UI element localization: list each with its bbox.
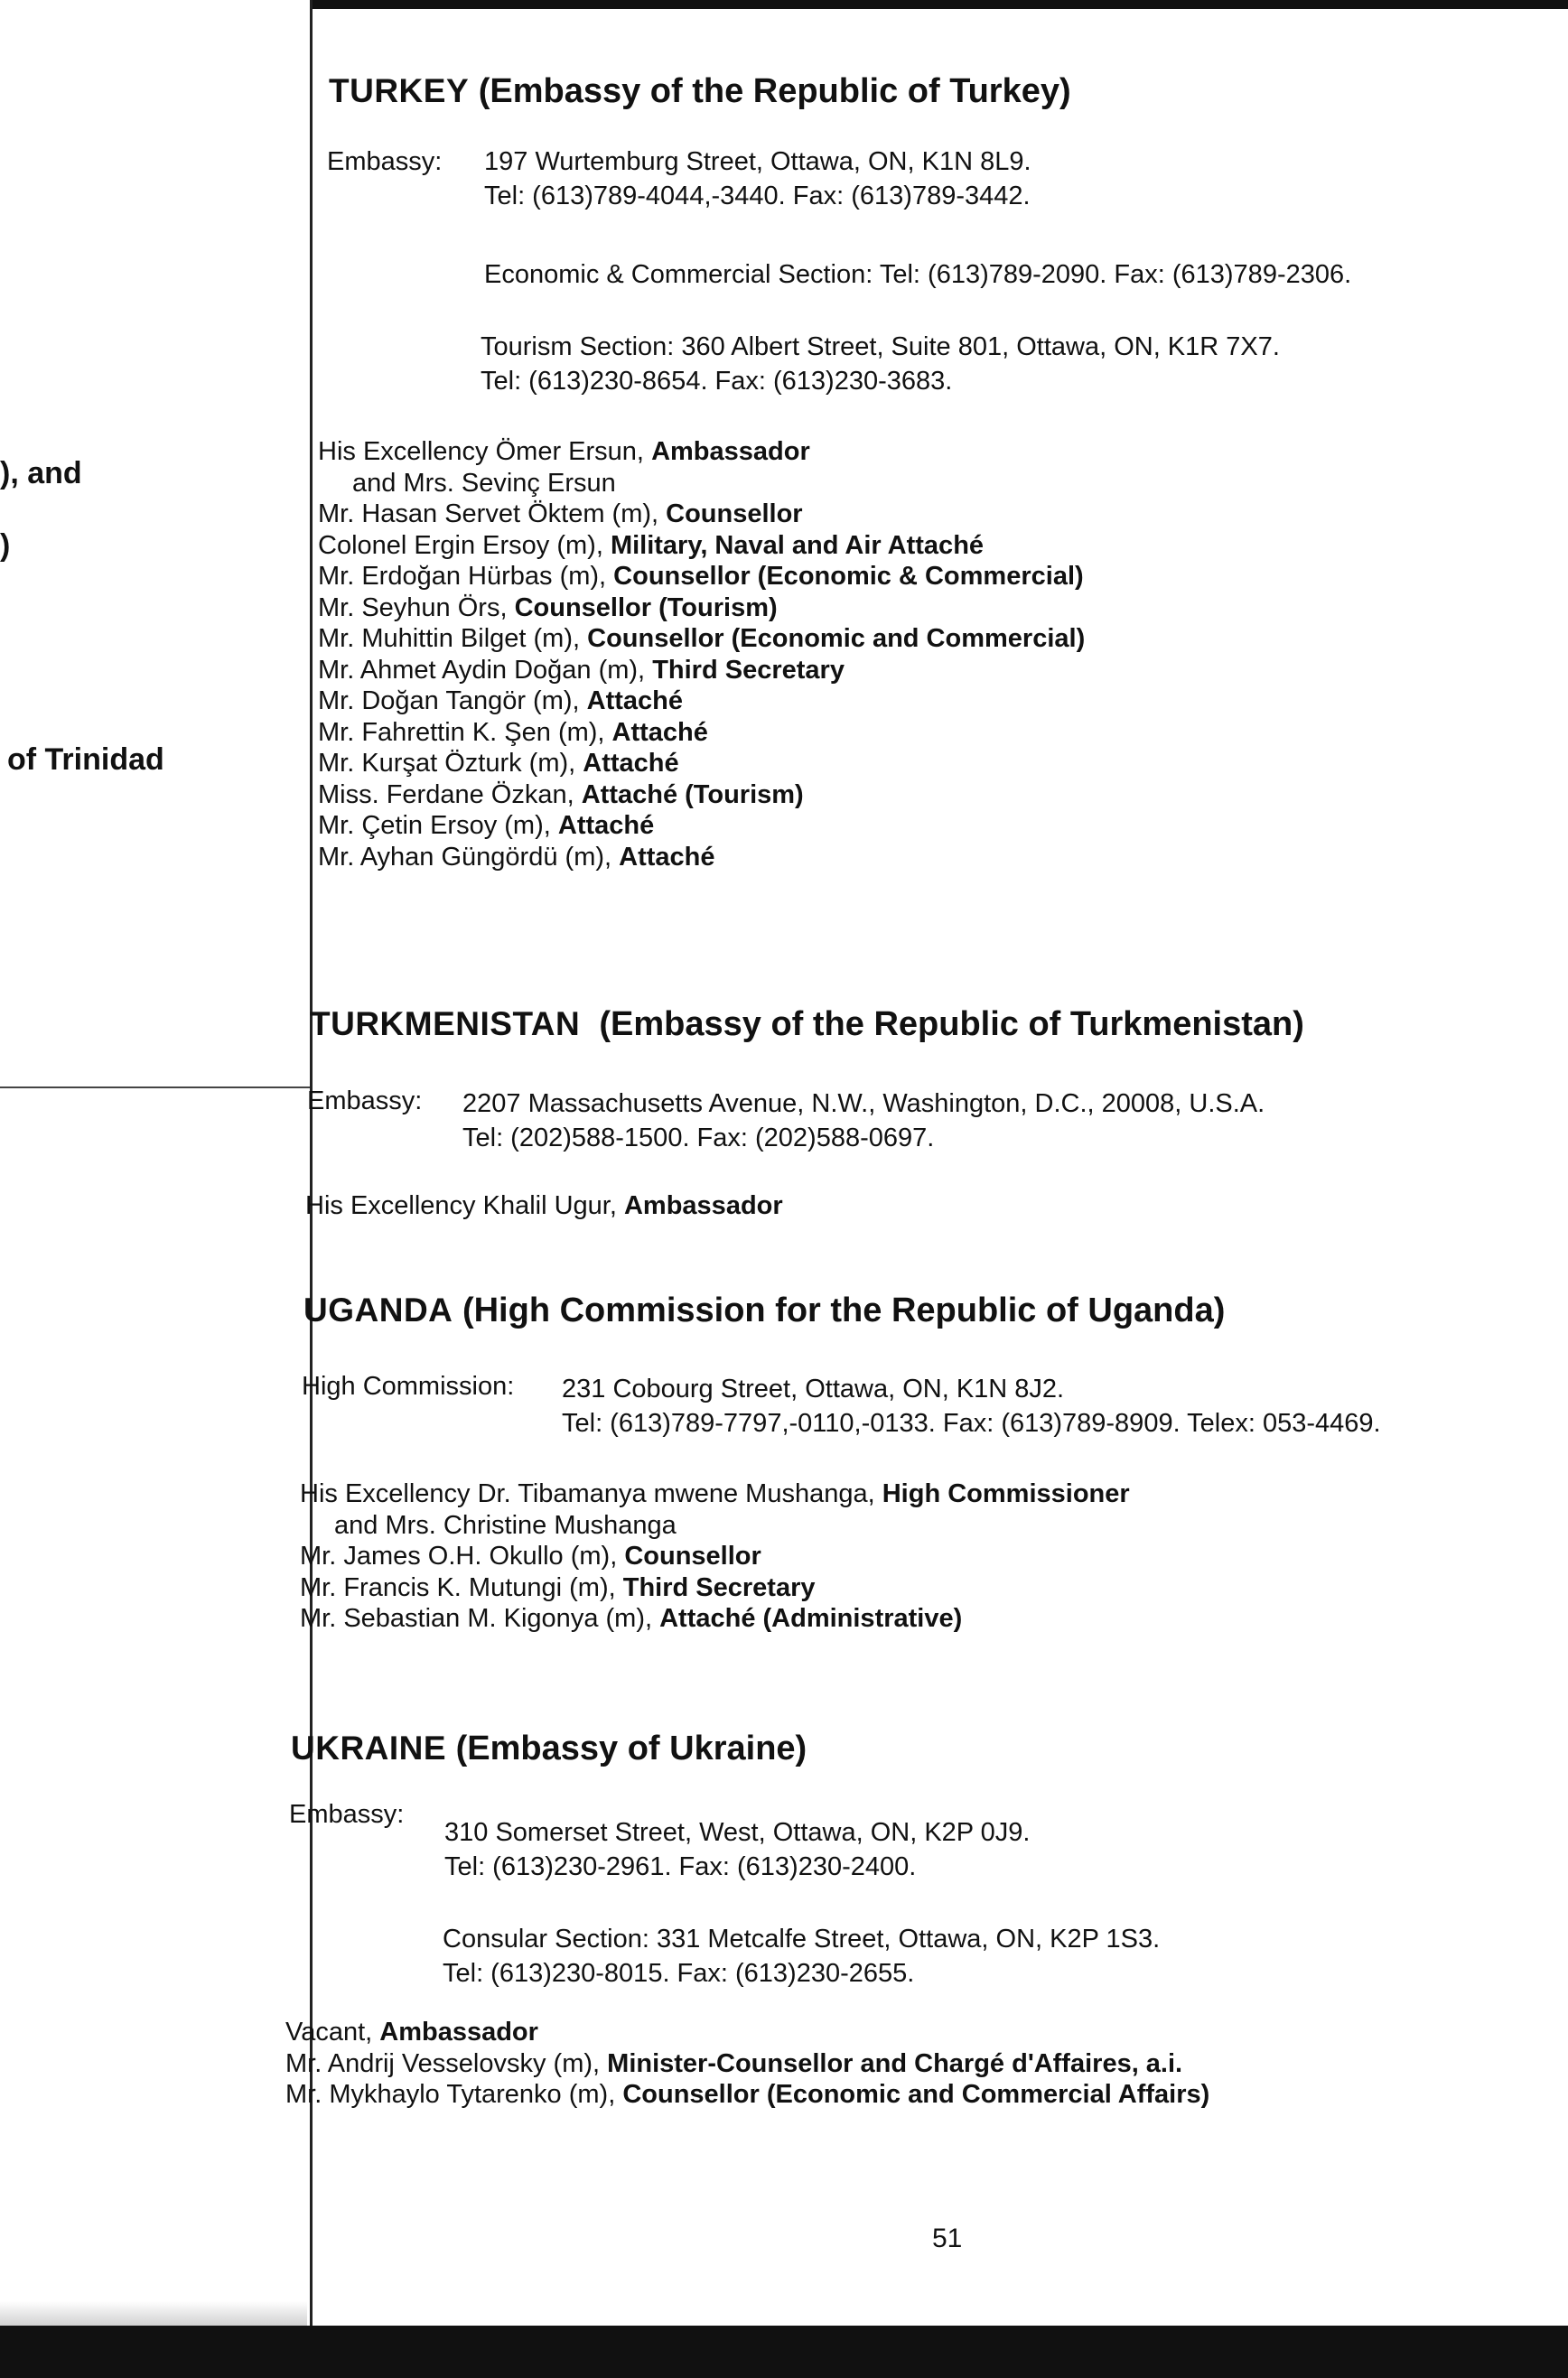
address-line: 197 Wurtemburg Street, Ottawa, ON, K1N 8L9. bbox=[484, 147, 1031, 176]
staff-entry: Mr. Seyhun Örs, Counsellor (Tourism) bbox=[318, 592, 778, 622]
section-contact bbox=[484, 257, 1351, 292]
page-gutter-line bbox=[310, 0, 313, 2326]
country-name: TURKMENISTAN bbox=[310, 1005, 581, 1042]
section-contact bbox=[481, 330, 1280, 398]
staff-list bbox=[305, 1190, 783, 1222]
address-label: Embassy: bbox=[327, 147, 443, 176]
scan-shadow bbox=[0, 2301, 307, 2328]
staff-list bbox=[300, 1478, 1130, 1635]
address-line: Tel: (202)588-1500. Fax: (202)588-0697. bbox=[462, 1124, 935, 1152]
section-contact bbox=[443, 1922, 1160, 1991]
staff-entry: Mr. Sebastian M. Kigonya (m), Attaché (Administrative) bbox=[300, 1604, 963, 1633]
address-label: Embassy: bbox=[289, 1800, 405, 1829]
country-name: UKRAINE bbox=[291, 1730, 447, 1767]
staff-entry: Mr. Kurşat Özturk (m), Attaché bbox=[318, 749, 679, 778]
address-line: Tel: (613)789-4044,-3440. Fax: (613)789-3442. bbox=[484, 182, 1031, 210]
staff-entry: Mr. Andrij Vesselovsky (m), Minister-Counsellor and Chargé d'Affaires, a.i. bbox=[285, 2048, 1183, 2078]
staff-entry: Colonel Ergin Ersoy (m), Military, Naval and Air Attaché bbox=[318, 530, 985, 560]
address-block bbox=[462, 1086, 1265, 1155]
mission-name: (Embassy of the Republic of Turkmenistan) bbox=[599, 1005, 1304, 1043]
staff-entry: Mr. Çetin Ersoy (m), Attaché bbox=[318, 811, 655, 840]
contact-line: Tel: (613)230-8015. Fax: (613)230-2655. bbox=[443, 1959, 915, 1988]
staff-entry: Mr. Ayhan Güngördü (m), Attaché bbox=[318, 842, 715, 872]
staff-list bbox=[318, 436, 1085, 872]
contact-line: Consular Section: 331 Metcalfe Street, Ottawa, ON, K2P 1S3. bbox=[443, 1925, 1161, 1954]
bleed-text: of Trinidad bbox=[7, 742, 164, 777]
mission-name: (Embassy of Ukraine) bbox=[455, 1730, 807, 1767]
staff-entry: Mr. Hasan Servet Öktem (m), Counsellor bbox=[318, 499, 803, 528]
staff-entry: Mr. Muhittin Bilget (m), Counsellor (Economic and Commercial) bbox=[318, 624, 1086, 653]
staff-entry: His Excellency Dr. Tibamanya mwene Mushanga, High Commissioner bbox=[300, 1479, 1130, 1508]
staff-entry: Mr. James O.H. Okullo (m), Counsellor bbox=[300, 1542, 761, 1571]
bleed-text: ) bbox=[0, 528, 11, 563]
staff-entry: Mr. Doğan Tangör (m), Attaché bbox=[318, 686, 683, 715]
section-heading-uganda bbox=[303, 1292, 1225, 1330]
mission-name: (High Commission for the Republic of Uganda) bbox=[462, 1292, 1226, 1329]
contact-line: Tourism Section: 360 Albert Street, Suite 801, Ottawa, ON, K1R 7X7. bbox=[481, 332, 1280, 361]
staff-entry: His Excellency Khalil Ugur, Ambassador bbox=[305, 1191, 783, 1220]
address-label: High Commission: bbox=[302, 1372, 515, 1401]
mission-name: (Embassy of the Republic of Turkey) bbox=[478, 72, 1071, 110]
section-heading-turkmenistan bbox=[310, 1005, 1304, 1044]
contact-line: Economic & Commercial Section: Tel: (613)789-2090. Fax: (613)789-2306. bbox=[484, 260, 1352, 289]
scan-edge-top bbox=[312, 0, 1568, 9]
address-block bbox=[484, 145, 1031, 213]
address-line: 310 Somerset Street, West, Ottawa, ON, K2P 0J9. bbox=[444, 1818, 1031, 1847]
staff-entry: Mr. Mykhaylo Tytarenko (m), Counsellor (Economic and Commercial Affairs) bbox=[285, 2080, 1210, 2109]
address-block bbox=[562, 1372, 1381, 1441]
staff-list bbox=[285, 2017, 1209, 2111]
staff-entry: and Mrs. Christine Mushanga bbox=[334, 1510, 677, 1540]
address-line: 231 Cobourg Street, Ottawa, ON, K1N 8J2. bbox=[562, 1375, 1065, 1403]
page-number: 51 bbox=[932, 2224, 963, 2253]
contact-line: Tel: (613)230-8654. Fax: (613)230-3683. bbox=[481, 367, 953, 396]
address-label: Embassy: bbox=[307, 1086, 423, 1115]
adjacent-page-strip bbox=[0, 0, 312, 1088]
staff-entry: His Excellency Ömer Ersun, Ambassador bbox=[318, 437, 810, 466]
section-heading-turkey bbox=[329, 72, 1071, 111]
country-name: UGANDA bbox=[303, 1292, 453, 1329]
staff-entry: Mr. Fahrettin K. Şen (m), Attaché bbox=[318, 717, 708, 747]
section-heading-ukraine bbox=[291, 1730, 807, 1768]
bleed-text: ), and bbox=[0, 456, 82, 490]
address-line: Tel: (613)230-2961. Fax: (613)230-2400. bbox=[444, 1852, 917, 1881]
staff-entry: Mr. Ahmet Aydin Doğan (m), Third Secretary bbox=[318, 655, 845, 685]
country-name: TURKEY bbox=[329, 72, 470, 109]
adjacent-page-edge bbox=[0, 1086, 312, 1088]
address-line: 2207 Massachusetts Avenue, N.W., Washington, D.C., 20008, U.S.A. bbox=[462, 1089, 1265, 1118]
staff-entry: and Mrs. Sevinç Ersun bbox=[352, 468, 616, 498]
staff-entry: Miss. Ferdane Özkan, Attaché (Tourism) bbox=[318, 779, 804, 809]
staff-entry: Vacant, Ambassador bbox=[285, 2018, 538, 2047]
staff-entry: Mr. Erdoğan Hürbas (m), Counsellor (Economic & Commercial) bbox=[318, 562, 1084, 591]
scan-edge-bottom bbox=[0, 2326, 1568, 2378]
address-line: Tel: (613)789-7797,-0110,-0133. Fax: (613)789-8909. Telex: 053-4469. bbox=[562, 1409, 1381, 1438]
staff-entry: Mr. Francis K. Mutungi (m), Third Secretary bbox=[300, 1572, 816, 1602]
address-block bbox=[444, 1815, 1031, 1884]
